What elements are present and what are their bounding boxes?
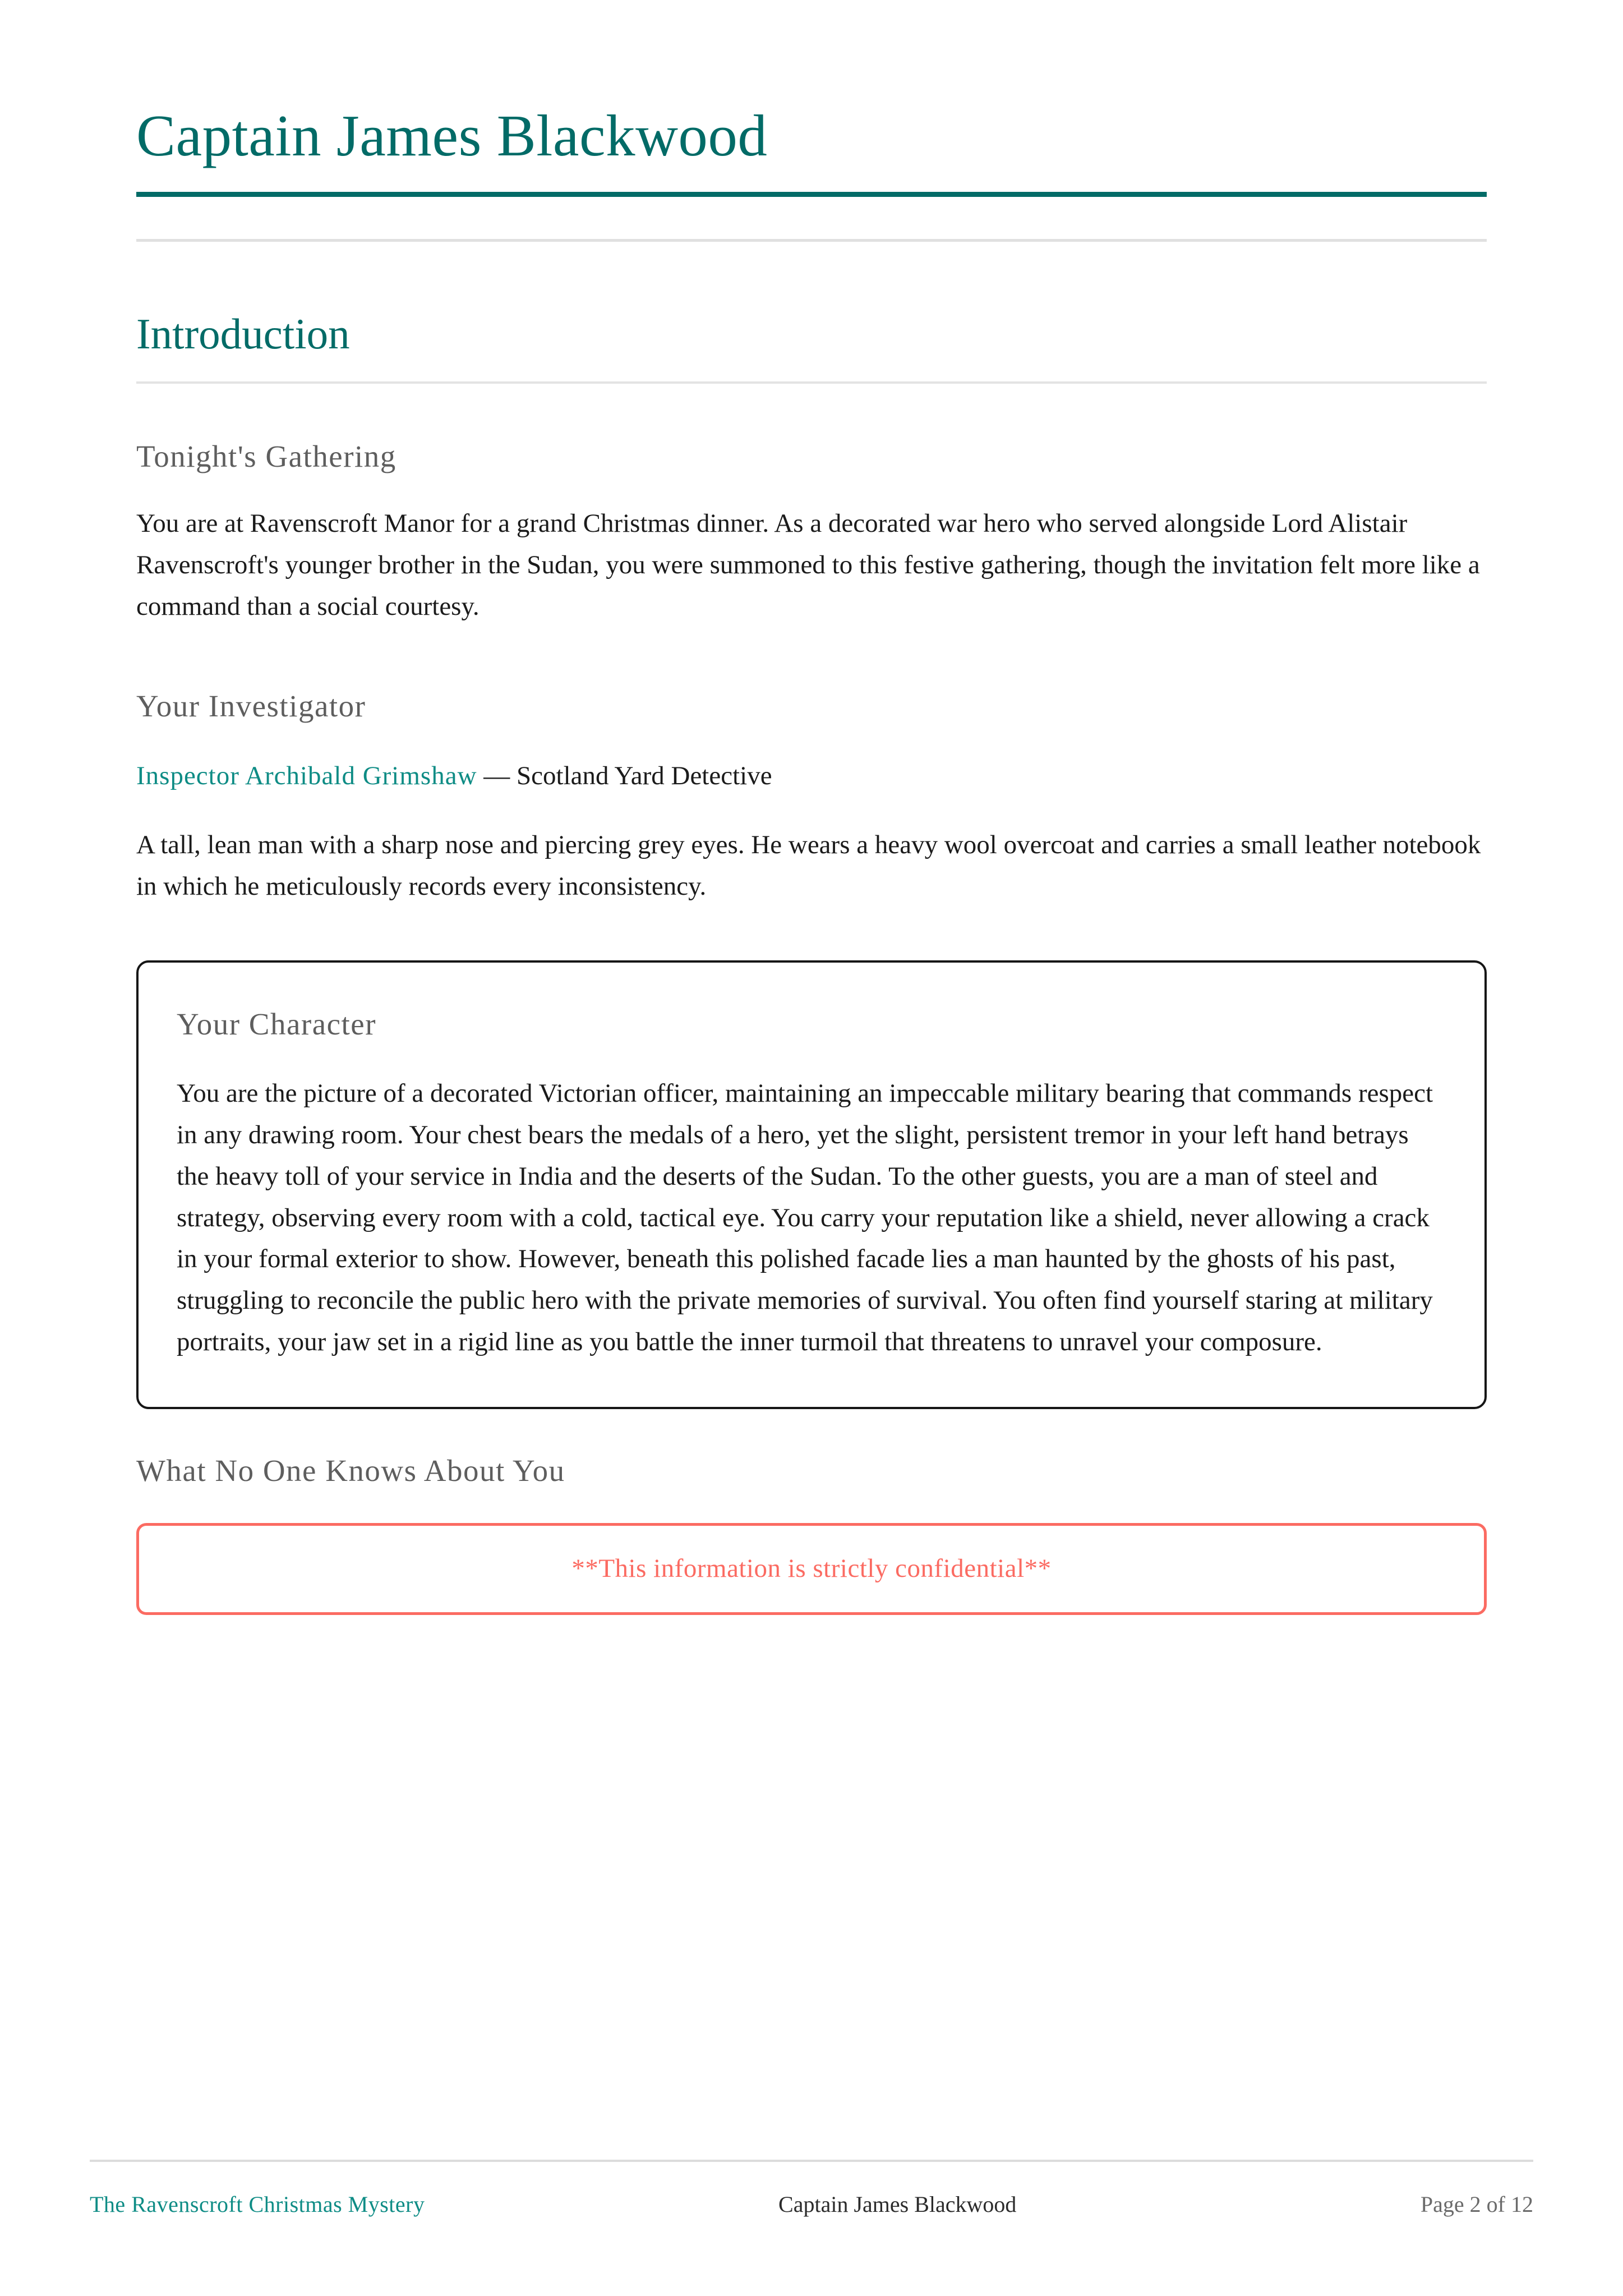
investigator-separator: — bbox=[477, 761, 517, 790]
subheading-tonights-gathering: Tonight's Gathering bbox=[136, 439, 396, 474]
footer-page-number: Page 2 of 12 bbox=[1420, 2192, 1533, 2217]
subheading-what-no-one-knows: What No One Knows About You bbox=[136, 1453, 565, 1488]
page-content bbox=[136, 0, 1487, 1615]
confidential-warning-box bbox=[136, 1523, 1487, 1615]
paragraph-tonights-gathering: You are at Ravenscroft Manor for a grand Christmas dinner. As a decorated war hero who served alongside Lord Alistair Ravenscroft's younger brother in the Sudan, you were summoned to this festive gathering, though the invitation felt more like a command than a social courtesy. bbox=[136, 509, 1480, 621]
investigator-role: Scotland Yard Detective bbox=[517, 761, 772, 790]
page-title: Captain James Blackwood bbox=[136, 103, 768, 168]
paragraph-investigator-description: A tall, lean man with a sharp nose and piercing grey eyes. He wears a heavy wool overcoat and carries a small leather notebook in which he meticulously records every inconsistency. bbox=[136, 830, 1481, 901]
footer-row bbox=[90, 2162, 1533, 2217]
section-heading-introduction: Introduction bbox=[136, 310, 350, 358]
paragraph-your-character: You are the picture of a decorated Victorian officer, maintaining an impeccable military bearing that commands respect in any drawing room. Your chest bears the medals of a hero, yet the slight, persistent tremor in your left hand betrays the heavy toll of your service in India and the deserts of the Sudan. To the other guests, you are a man of steel and strategy, observing every room with a cold, tactical eye. You carry your reputation like a shield, never allowing a crack in your formal exterior to show. However, beneath this polished facade lies a man haunted by the ghosts of his past, struggling to reconcile the public hero with the private memories of survival. You often find yourself staring at military portraits, your jaw set in a rigid line as you battle the inner turmoil that threatens to unravel your composure. bbox=[177, 1079, 1433, 1356]
investigator-name: Inspector Archibald Grimshaw bbox=[136, 761, 477, 790]
page-footer bbox=[90, 2160, 1533, 2217]
title-accent-rule bbox=[136, 192, 1487, 197]
confidential-warning-text: **This information is strictly confidential** bbox=[571, 1553, 1052, 1583]
character-callout-box bbox=[136, 960, 1487, 1409]
footer-document-name: The Ravenscroft Christmas Mystery bbox=[90, 2192, 425, 2217]
investigator-line bbox=[136, 724, 1487, 796]
subheading-your-investigator: Your Investigator bbox=[136, 688, 366, 723]
subheading-your-character: Your Character bbox=[177, 1006, 377, 1041]
footer-character-name: Captain James Blackwood bbox=[778, 2192, 1017, 2217]
